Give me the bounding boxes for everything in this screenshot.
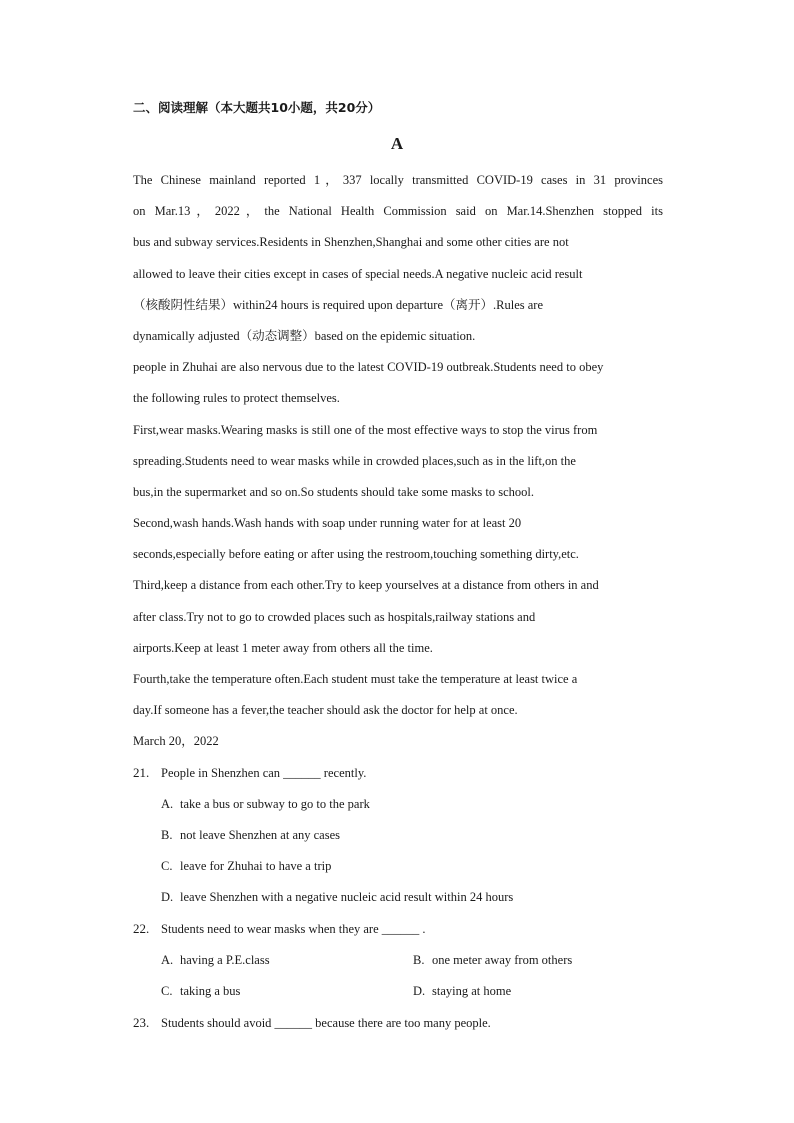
question-stem: Students need to wear masks when they are ______ . xyxy=(161,922,426,936)
question-22-option-b[interactable] xyxy=(413,950,572,971)
option-text: taking a bus xyxy=(180,984,241,998)
question-22-option-a[interactable] xyxy=(161,950,270,971)
passage-line: after class.Try not to go to crowded places such as hospitals,railway stations and xyxy=(133,609,536,624)
question-number: 23. xyxy=(133,1015,150,1030)
question-21-option-d[interactable] xyxy=(161,887,513,908)
passage-line: airports.Keep at least 1 meter away from others all the time. xyxy=(133,640,433,655)
option-letter: A. xyxy=(161,797,174,811)
option-letter: B. xyxy=(413,953,425,967)
question-number: 21. xyxy=(133,765,150,780)
option-text: not leave Shenzhen at any cases xyxy=(180,828,341,842)
passage-line: （核酸阴性结果）within24 hours is required upon departure（离开）.Rules are xyxy=(133,297,544,312)
question-stem: People in Shenzhen can ______ recently. xyxy=(161,766,367,780)
question-21-option-b[interactable] xyxy=(161,825,340,846)
passage-line: spreading.Students need to wear masks while in crowded places,such as in the lift,on the xyxy=(133,453,576,468)
passage-line: First,wear masks.Wearing masks is still one of the most effective ways to stop the virus from xyxy=(133,422,598,437)
passage-line: bus and subway services.Residents in Shenzhen,Shanghai and some other cities are not xyxy=(133,235,569,250)
option-text: one meter away from others xyxy=(432,953,573,967)
option-text: staying at home xyxy=(432,984,512,998)
passage-line: bus,in the supermarket and so on.So students should take some masks to school. xyxy=(133,484,535,499)
passage-line: people in Zhuhai are also nervous due to the latest COVID-19 outbreak.Students need to obey xyxy=(133,360,604,375)
question-number: 22. xyxy=(133,921,150,936)
question-21-option-c[interactable] xyxy=(161,856,331,877)
option-text: take a bus or subway to go to the park xyxy=(180,797,370,811)
option-letter: C. xyxy=(161,859,173,873)
question-21 xyxy=(133,762,366,784)
option-text: leave for Zhuhai to have a trip xyxy=(180,859,332,873)
question-21-option-a[interactable] xyxy=(161,794,370,815)
question-22-option-d[interactable] xyxy=(413,981,511,1002)
option-letter: B. xyxy=(161,828,173,842)
passage-heading: A xyxy=(390,134,404,153)
passage-line: Fourth,take the temperature often.Each student must take the temperature at least twice a xyxy=(133,672,578,686)
passage-line: allowed to leave their cities except in cases of special needs.A negative nucleic acid result xyxy=(133,266,583,281)
passage-line: Third,keep a distance from each other.Try to keep yourselves at a distance from others in and xyxy=(133,578,599,593)
question-22-option-c[interactable] xyxy=(161,981,240,1002)
passage-line: dynamically adjusted（动态调整）based on the epidemic situation. xyxy=(133,328,476,343)
question-22 xyxy=(133,918,426,940)
option-letter: D. xyxy=(413,984,426,998)
question-23 xyxy=(133,1012,491,1034)
passage-line: Second,wash hands.Wash hands with soap under running water for at least 20 xyxy=(133,516,522,531)
option-letter: D. xyxy=(161,890,174,904)
option-text: having a P.E.class xyxy=(180,953,270,967)
passage-line: seconds,especially before eating or after using the restroom,touching something dirty,etc. xyxy=(133,547,579,562)
reading-passage xyxy=(133,170,663,763)
option-text: leave Shenzhen with a negative nucleic acid result within 24 hours xyxy=(180,890,514,904)
passage-line: on Mar.13，2022，the National Health Commission said on Mar.14.Shenzhen stopped its xyxy=(133,204,663,219)
passage-line: The Chinese mainland reported 1，337 locally transmitted COVID-19 cases in 31 provinces xyxy=(133,173,663,187)
passage-date: March 20，2022 xyxy=(133,734,219,749)
option-letter: C. xyxy=(161,984,173,998)
passage-line: day.If someone has a fever,the teacher should ask the doctor for help at once. xyxy=(133,703,518,718)
question-stem: Students should avoid ______ because there are too many people. xyxy=(161,1016,491,1030)
section-title: 二、阅读理解（本大题共10小题，共20分） xyxy=(133,100,381,115)
option-letter: A. xyxy=(161,953,174,967)
passage-line: the following rules to protect themselves. xyxy=(133,391,340,406)
